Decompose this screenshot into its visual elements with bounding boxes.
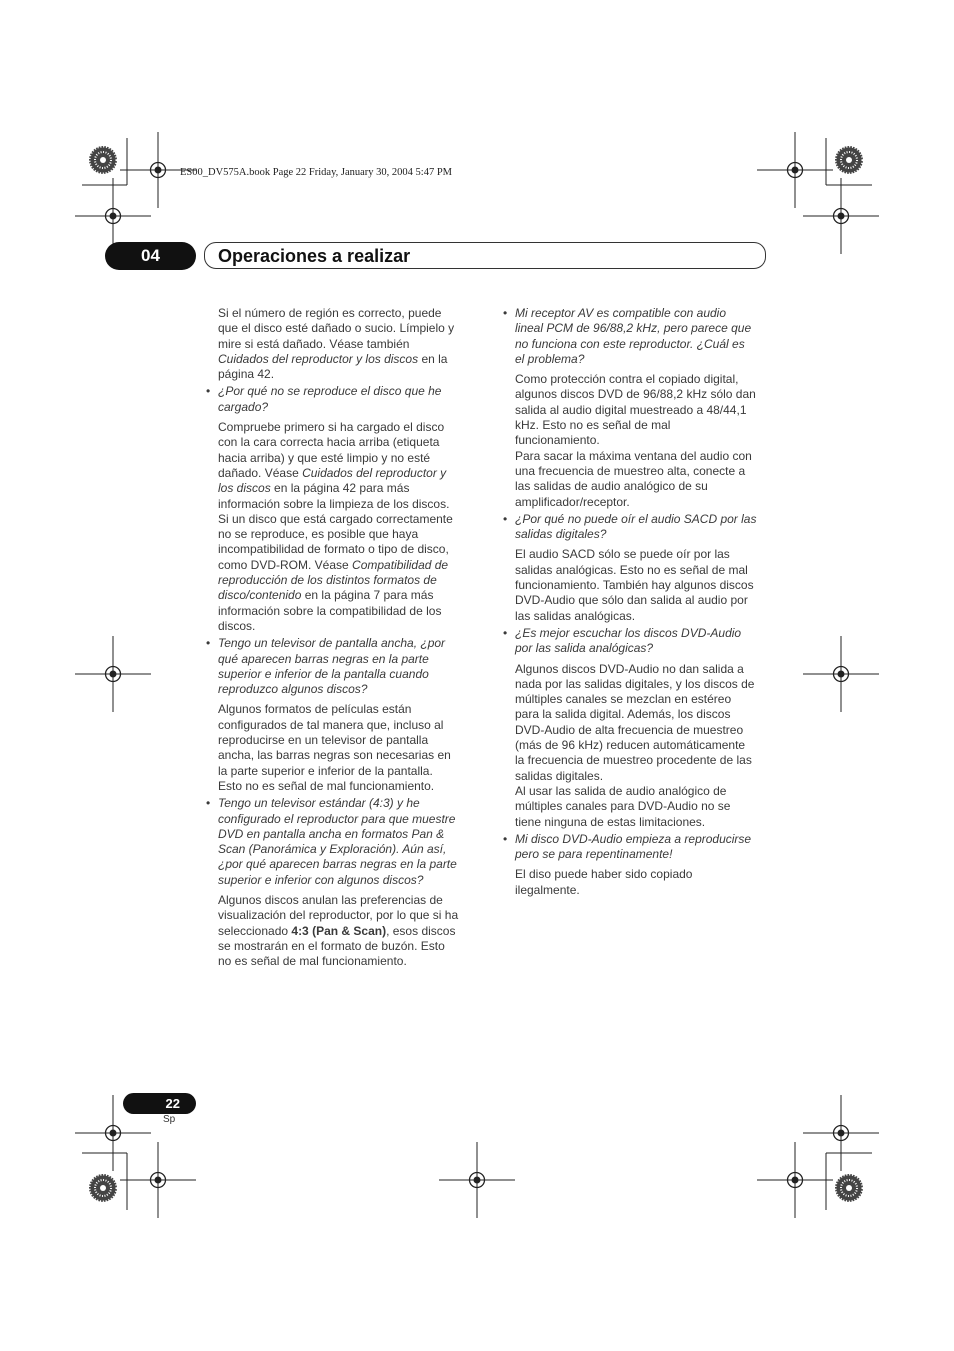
faq-question bbox=[206, 384, 460, 415]
cross-reference: Cuidados del reproductor y los discos bbox=[218, 465, 447, 496]
question-text: Tengo un televisor de pantalla ancha, ¿por qué aparecen barras negras en la parte superior e inferior de la pantalla cuando reproduzco algunos discos? bbox=[218, 636, 446, 697]
chapter-title-box bbox=[204, 242, 766, 269]
bullet-icon: • bbox=[503, 625, 508, 640]
bullet-icon: • bbox=[503, 831, 508, 846]
chapter-number-badge: 04 bbox=[105, 242, 196, 270]
text: Algunos discos anulan las preferencias de visualización del reproductor, por lo que si ha seleccionado bbox=[218, 892, 459, 938]
bullet-icon: • bbox=[503, 511, 508, 526]
page-number-badge: 22 bbox=[123, 1093, 196, 1114]
question-text: ¿Por qué no puede oír el audio SACD por las salidas digitales? bbox=[515, 511, 757, 542]
faq-question bbox=[206, 636, 460, 697]
right-column bbox=[503, 306, 757, 898]
print-info-slug: ES00_DV575A.book Page 22 Friday, January 30, 2004 5:47 PM bbox=[180, 167, 453, 178]
text: Si un disco que está cargado correctamente no se reproduce, es posible que haya incompatibilidad de formato o tipo de disco, como DVD-ROM. Véase bbox=[218, 511, 453, 572]
registration-cross-icon bbox=[120, 1142, 196, 1218]
color-burst-icon bbox=[835, 1174, 863, 1202]
paragraph: Algunos discos DVD-Audio no dan salida a nada por las salidas digitales, y los discos de múltiples canales se mezclan en estéreo para la salida digital. Además, los discos DVD-Audio de alta frecuencia de muestreo (más de 96 kHz) reducen automáticamente la frecuencia de muestreo procedente de las salidas digitales. bbox=[515, 661, 755, 783]
bullet-icon: • bbox=[206, 636, 211, 651]
text: Compruebe primero si ha cargado el disco con la cara correcta hacia arriba (etiqueta hacia arriba) y que esté limpio y no esté dañado. Véase bbox=[218, 420, 445, 480]
left-column bbox=[206, 306, 460, 969]
bullet-icon: • bbox=[206, 796, 211, 811]
question-text: ¿Es mejor escuchar los discos DVD-Audio por las salida analógicas? bbox=[515, 625, 742, 656]
faq-question bbox=[503, 306, 757, 367]
question-text: Mi disco DVD-Audio empieza a reproducirse pero se para repentinamente! bbox=[515, 831, 752, 862]
faq-question bbox=[503, 832, 757, 863]
paragraph bbox=[206, 512, 460, 634]
text: Si el número de región es correcto, puede que el disco esté dañado o sucio. Límpielo y mire si está dañado. Véase también bbox=[218, 306, 455, 351]
paragraph: Para sacar la máxima ventana del audio con una frecuencia de muestreo alta, conecte a las salidas de audio analógico de su amplificador/receptor. bbox=[515, 448, 752, 509]
paragraph: El diso puede haber sido copiado ilegalmente. bbox=[515, 867, 693, 897]
text: , esos discos se mostrarán en el formato de buzón. Esto no es señal de mal funcionamiento. bbox=[218, 923, 456, 969]
text: en la página 42 para más información sobre la limpieza de los discos. bbox=[218, 481, 450, 511]
cross-reference: Compatibilidad de reproducción de los distintos formatos de disco/contenido bbox=[218, 557, 449, 603]
text: en la página 7 para más información sobre la compatibilidad de los discos. bbox=[218, 588, 442, 633]
paragraph bbox=[206, 306, 460, 382]
text: en la página 42. bbox=[218, 351, 448, 382]
chapter-title: Operaciones a realizar bbox=[218, 246, 411, 266]
color-burst-icon bbox=[835, 146, 863, 174]
question-text: Tengo un televisor estándar (4:3) y he configurado el reproductor para que muestre DVD en pantalla ancha en formatos Pan & Scan (Panorámica y Exploración). Aún así, ¿por qué aparecen barras negras en la parte superior e inferior con algunos discos? bbox=[218, 796, 457, 887]
paragraph: El audio SACD sólo se puede oír por las salidas analógicas. Esto no es señal de mal funcionamiento. También hay algunos discos DVD-Audio que sólo dan salida al audio por las salidas analógicas. bbox=[515, 547, 754, 623]
bullet-icon: • bbox=[503, 306, 508, 320]
faq-question bbox=[503, 512, 757, 543]
faq-question bbox=[503, 626, 757, 657]
cross-reference: Cuidados del reproductor y los discos bbox=[218, 351, 419, 366]
paragraph: Al usar las salida de audio analógico de múltiples canales para DVD-Audio no se tiene ninguna de estas limitaciones. bbox=[515, 783, 731, 829]
question-text: ¿Por qué no se reproduce el disco que he cargado? bbox=[218, 384, 442, 414]
paragraph bbox=[206, 893, 460, 969]
registration-cross-icon bbox=[803, 178, 879, 254]
registration-cross-icon bbox=[757, 132, 833, 208]
setting-name: 4:3 (Pan & Scan) bbox=[291, 923, 387, 938]
color-burst-icon bbox=[89, 1174, 117, 1202]
paragraph bbox=[206, 420, 460, 512]
bullet-icon: • bbox=[206, 384, 211, 399]
color-burst-icon bbox=[89, 146, 117, 174]
faq-question bbox=[206, 796, 460, 888]
registration-cross-icon bbox=[757, 1142, 833, 1218]
paragraph: Como protección contra el copiado digital, algunos discos DVD de 96/88,2 kHz sólo dan salida al audio digital muestreado a 48/44,1 kHz. Esto no es señal de mal funcionamiento. bbox=[515, 372, 756, 448]
question-text: Mi receptor AV es compatible con audio lineal PCM de 96/88,2 kHz, pero parece que no funciona con este reproductor. ¿Cuál es el problema? bbox=[515, 306, 752, 366]
registration-cross-icon bbox=[803, 1095, 879, 1171]
registration-cross-icon bbox=[75, 636, 151, 712]
paragraph: Algunos formatos de películas están configurados de tal manera que, incluso al reproducirse en un televisor de pantalla ancha, las barras negras son necesarias en la parte superior e inferior de la pantalla. Esto no es señal de mal funcionamiento. bbox=[218, 702, 451, 793]
registration-cross-icon bbox=[803, 636, 879, 712]
registration-cross-icon bbox=[439, 1142, 515, 1218]
page-language-code: Sp bbox=[163, 1114, 176, 1125]
